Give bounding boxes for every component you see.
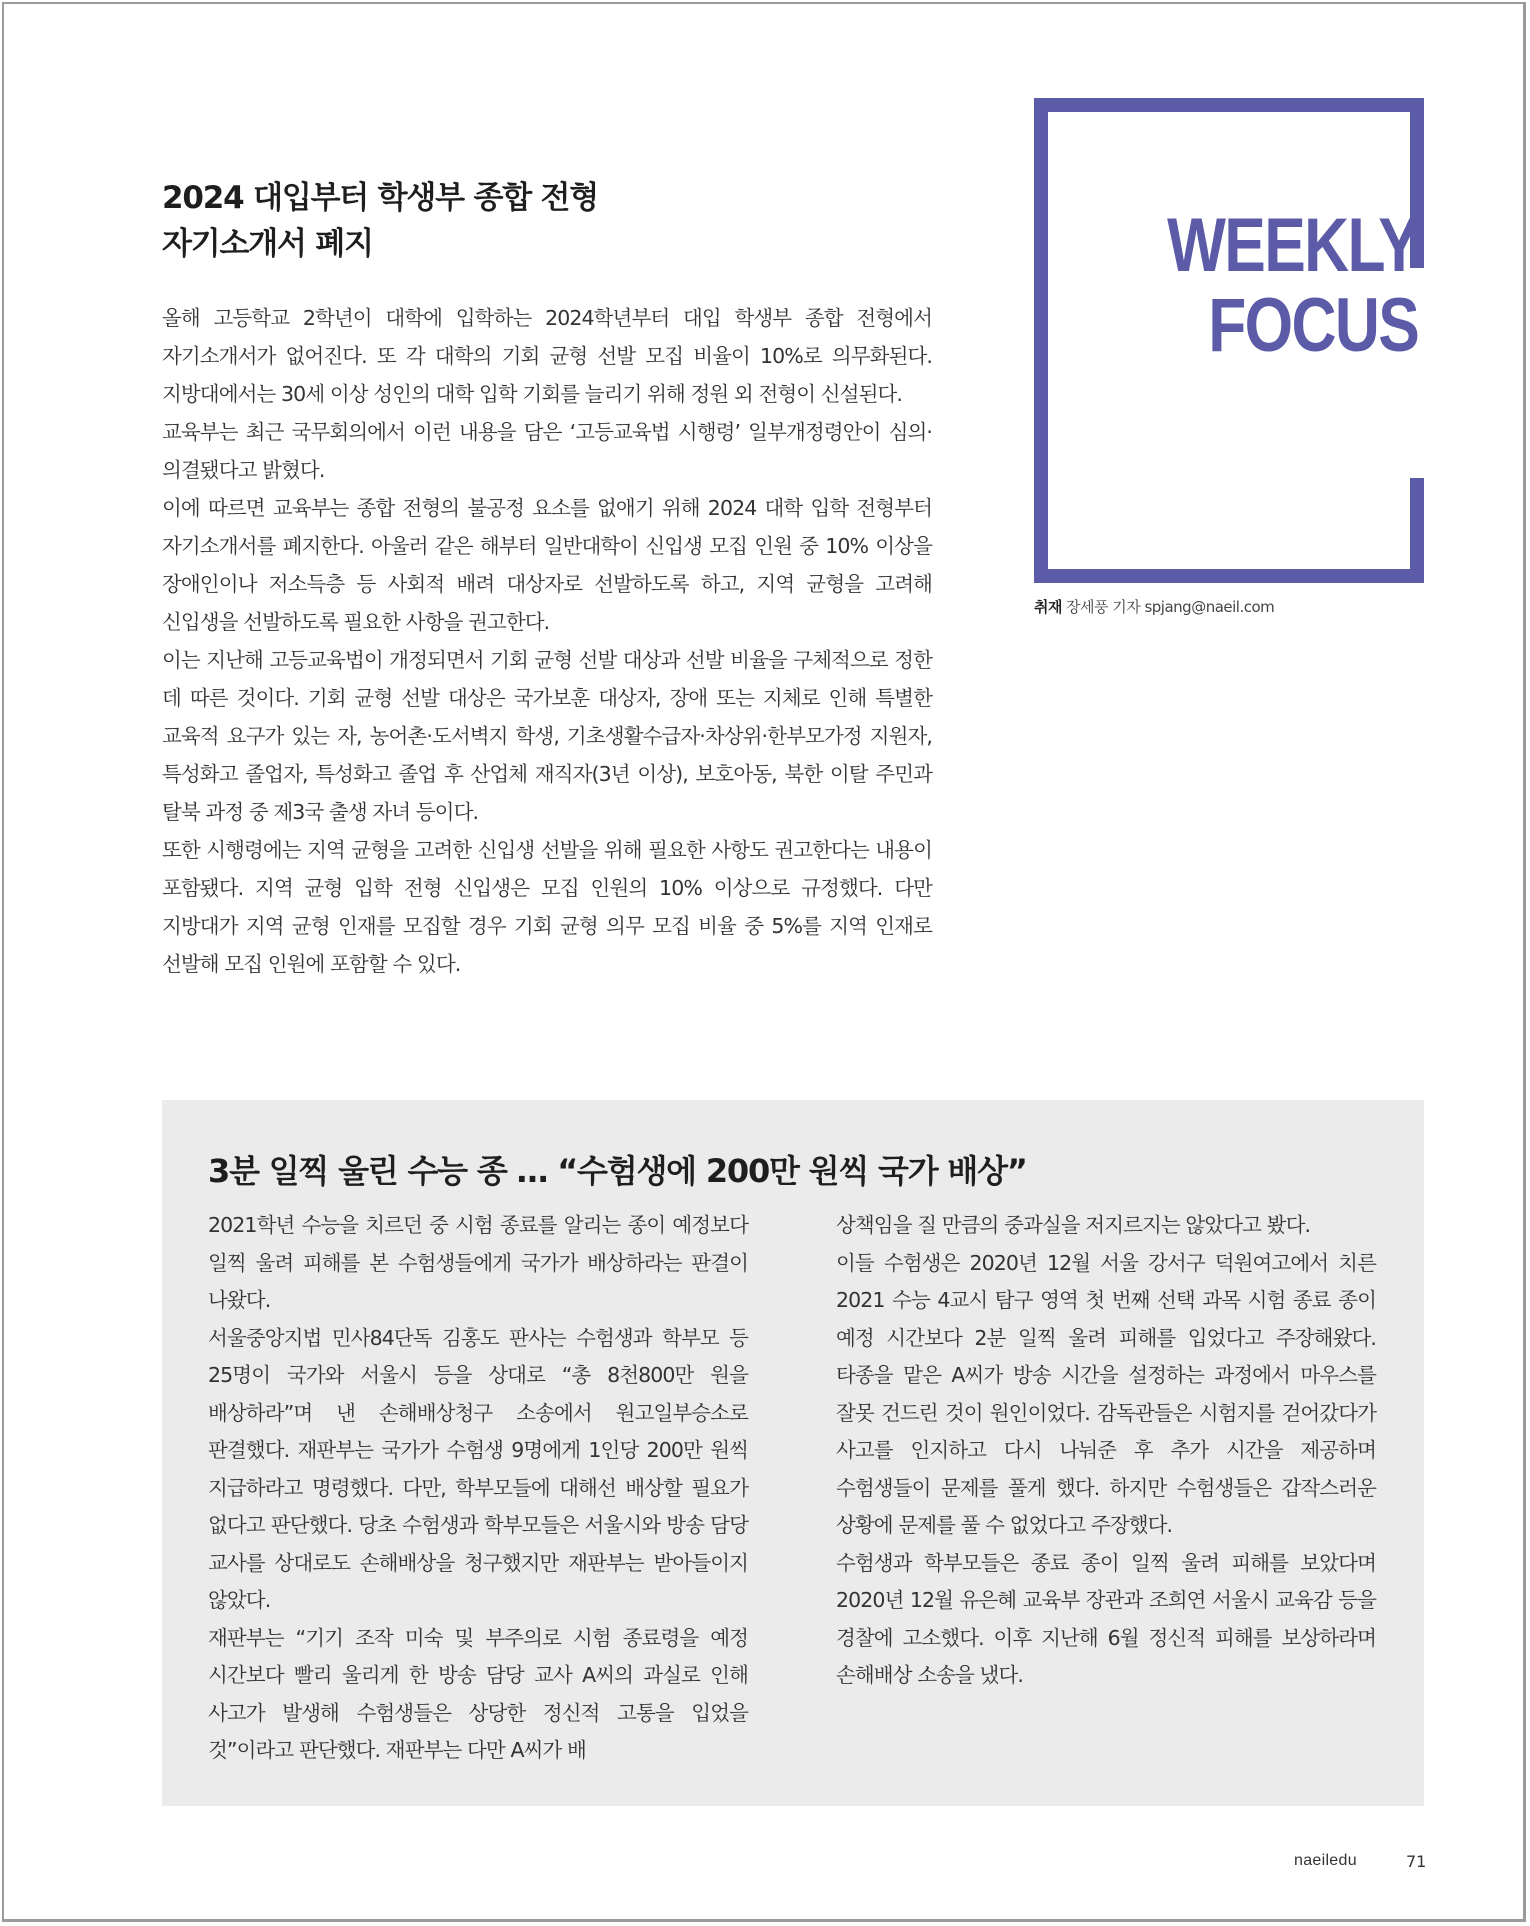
article-paragraph: 또한 시행령에는 지역 균형을 고려한 신입생 선발을 위해 필요한 사항도 권고한다는 내용이 포함됐다. 지역 균형 입학 전형 신입생은 모집 인원의 10% 이상으로 규정했다. 다만 지방대가 지역 균형 인재를 모집할 경우 기회 균형 의무 모집 비율 중 5%를 지역 인재로 선발해 모집 인원에 포함할 수 있다. (162, 838, 932, 976)
article-title (162, 175, 932, 267)
article-paragraph: 이에 따르면 교육부는 종합 전형의 불공정 요소를 없애기 위해 2024 대학 입학 전형부터 자기소개서를 폐지한다. 아울러 같은 해부터 일반대학이 신입생 모집 인원 중 10% 이상을 장애인이나 저소득층 등 사회적 배려 대상자로 선발하도록 하고, 지역 균형을 고려해 신입생을 선발하도록 필요한 사항을 권고한다. (162, 496, 932, 634)
sidebar-article-box (162, 1100, 1424, 1806)
article-title-line2: 자기소개서 폐지 (162, 226, 373, 262)
sidebar-article-left-column (208, 1207, 748, 1770)
byline (1034, 596, 1274, 617)
footer-brand: naeiledu (1294, 1852, 1357, 1869)
article-paragraph: 서울중앙지법 민사84단독 김홍도 판사는 수험생과 학부모 등 25명이 국가와 서울시 등을 상대로 “총 8천800만 원을 배상하라”며 낸 손해배상청구 소송에서 원고일부승소로 판결했다. 재판부는 국가가 수험생 9명에게 1인당 200만 원씩 지급하라고 명령했다. 다만, 학부모들에 대해선 배상할 필요가 없다고 판단했다. 당초 수험생과 학부모들은 서울시와 방송 담당 교사를 상대로도 손해배상을 청구했지만 재판부는 받아들이지 않았다. (208, 1325, 748, 1612)
sidebar-article-title: 3분 일찍 울린 수능 종 … “수험생에 200만 원씩 국가 배상” (208, 1152, 1027, 1190)
article-title-line1: 2024 대입부터 학생부 종합 전형 (162, 180, 599, 216)
focus-title-line1: WEEKLY (1166, 203, 1418, 288)
article-paragraph: 올해 고등학교 2학년이 대학에 입학하는 2024학년부터 대입 학생부 종합 전형에서 자기소개서가 없어진다. 또 각 대학의 기회 균형 선발 모집 비율이 10%로 의무화된다. 지방대에서는 30세 이상 성인의 대학 입학 기회를 늘리기 위해 정원 외 전형이 신설된다. (162, 306, 932, 406)
article-paragraph: 이는 지난해 고등교육법이 개정되면서 기회 균형 선발 대상과 선발 비율을 구체적으로 정한 데 따른 것이다. 기회 균형 선발 대상은 국가보훈 대상자, 장애 또는 지체로 인해 특별한 교육적 요구가 있는 자, 농어촌·도서벽지 학생, 기초생활수급자·차상위·한부모가정 지원자, 특성화고 졸업자, 특성화고 졸업 후 산업체 재직자(3년 이상), 보호아동, 북한 이탈 주민과 탈북 과정 중 제3국 출생 자녀 등이다. (162, 648, 932, 824)
article-self-introduction (162, 175, 932, 983)
article-paragraph: 이들 수험생은 2020년 12월 서울 강서구 덕원여고에서 치른 2021 수능 4교시 탐구 영역 첫 번째 선택 과목 시험 종료 종이 예정 시간보다 2분 일찍 울려 피해를 입었다고 주장해왔다. 타종을 맡은 A씨가 방송 시간을 설정하는 과정에서 마우스를 잘못 건드린 것이 원인이었다. 감독관들은 시험지를 걷어갔다가 사고를 인지하고 다시 나눠준 후 추가 시간을 제공하며 수험생들이 문제를 풀게 했다. 하지만 수험생들은 갑작스러운 상황에 문제를 풀 수 없었다고 주장했다. (836, 1250, 1376, 1537)
article-paragraph: 교육부는 최근 국무회의에서 이런 내용을 담은 ‘고등교육법 시행령’ 일부개정령안이 심의·의결됐다고 밝혔다. (162, 420, 932, 482)
sidebar-article-right-column (836, 1207, 1376, 1695)
article-body (162, 299, 932, 983)
article-paragraph: 수험생과 학부모들은 종료 종이 일찍 울려 피해를 보았다며 2020년 12월 유은혜 교육부 장관과 조희연 서울시 교육감 등을 경찰에 고소했다. 이후 지난해 6월 정신적 피해를 보상하라며 손해배상 소송을 냈다. (836, 1550, 1376, 1687)
article-paragraph: 상책임을 질 만큼의 중과실을 저지르지는 않았다고 봤다. (836, 1213, 1311, 1237)
focus-title-line2: FOCUS (1208, 283, 1418, 368)
article-paragraph: 2021학년 수능을 치르던 중 시험 종료를 알리는 종이 예정보다 일찍 울려 피해를 본 수험생들에게 국가가 배상하라는 판결이 나왔다. (208, 1213, 748, 1312)
byline-text: 장세풍 기자 spjang@naeil.com (1065, 598, 1275, 616)
byline-label: 취재 (1034, 598, 1062, 616)
article-paragraph: 재판부는 “기기 조작 미숙 및 부주의로 시험 종료령을 예정 시간보다 빨리 울리게 한 방송 담당 교사 A씨의 과실로 인해 사고가 발생해 수험생들은 상당한 정신적 고통을 입었을 것”이라고 판단했다. 재판부는 다만 A씨가 배 (208, 1625, 748, 1762)
page-number: 71 (1406, 1852, 1427, 1871)
weekly-focus-logo (1034, 98, 1424, 583)
focus-title (1166, 203, 1418, 368)
